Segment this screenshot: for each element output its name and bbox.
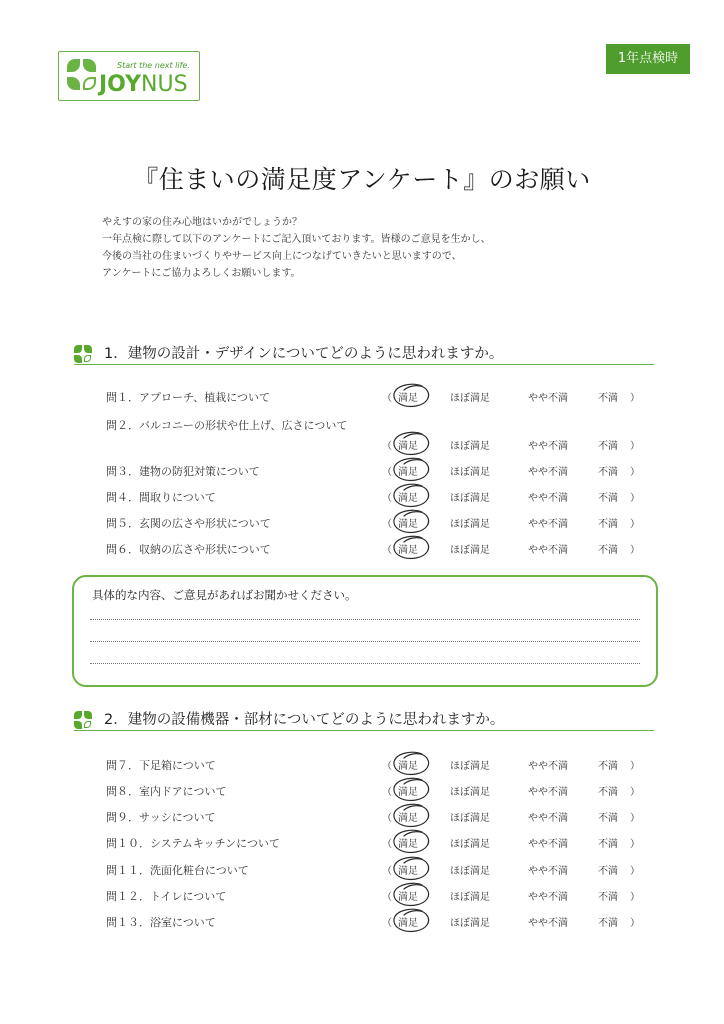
paren-open: （ — [382, 441, 392, 452]
rating-option[interactable]: 不満 — [598, 839, 618, 850]
rating-option[interactable]: ほぼ満足 — [450, 866, 490, 877]
rating-option[interactable]: 満足 — [398, 545, 418, 556]
section-1-heading — [74, 342, 654, 365]
rating-option[interactable]: ほぼ満足 — [450, 519, 490, 530]
logo-wordmark: JOYNUS — [99, 72, 188, 97]
rating-option[interactable]: やや不満 — [528, 761, 568, 772]
rating-option[interactable]: 不満 — [598, 467, 618, 478]
rating-option[interactable]: やや不満 — [528, 441, 568, 452]
rating-option[interactable]: ほぼ満足 — [450, 393, 490, 404]
selection-circle — [386, 827, 438, 857]
rating-option[interactable]: やや不満 — [528, 839, 568, 850]
rating-option[interactable]: 不満 — [598, 441, 618, 452]
rating-option[interactable]: 満足 — [398, 892, 418, 903]
selection-circle — [386, 533, 438, 563]
rating-option[interactable]: 不満 — [598, 892, 618, 903]
rating-option[interactable]: ほぼ満足 — [450, 918, 490, 929]
rating-option[interactable]: やや不満 — [528, 545, 568, 556]
leaf-icon — [67, 59, 80, 72]
paren-open: （ — [382, 918, 392, 929]
rating-option[interactable]: 満足 — [398, 519, 418, 530]
rating-option[interactable]: 不満 — [598, 866, 618, 877]
rating-option[interactable]: 満足 — [398, 393, 418, 404]
rating-option[interactable]: ほぼ満足 — [450, 813, 490, 824]
rating-option[interactable]: ほぼ満足 — [450, 892, 490, 903]
rating-option[interactable]: 満足 — [398, 467, 418, 478]
question-label: 問１０．システムキッチンについて — [106, 837, 280, 850]
rating-option[interactable]: 不満 — [598, 519, 618, 530]
section-2-title: 2．建物の設備機器・部材についてどのように思われますか。 — [104, 712, 505, 728]
question-label: 問４．間取りについて — [106, 491, 216, 504]
paren-open: （ — [382, 393, 392, 404]
rating-option[interactable]: ほぼ満足 — [450, 441, 490, 452]
rating-option[interactable]: ほぼ満足 — [450, 787, 490, 798]
rating-option[interactable]: ほぼ満足 — [450, 761, 490, 772]
paren-close: ） — [630, 761, 640, 772]
paren-open: （ — [382, 813, 392, 824]
rating-option[interactable]: やや不満 — [528, 787, 568, 798]
page-title: 『住まいの満足度アンケート』のお願い — [133, 165, 591, 194]
paren-close: ） — [630, 393, 640, 404]
paren-close: ） — [630, 813, 640, 824]
leaf-icon — [67, 77, 80, 90]
paren-close: ） — [630, 545, 640, 556]
paren-close: ） — [630, 441, 640, 452]
comment-box[interactable] — [72, 575, 658, 687]
question-label: 問８．室内ドアについて — [106, 785, 227, 798]
paren-open: （ — [382, 545, 392, 556]
question-label: 問１１．洗面化粧台について — [106, 864, 249, 877]
paren-close: ） — [630, 839, 640, 850]
rating-option[interactable]: やや不満 — [528, 866, 568, 877]
logo-tagline: Start the next life. — [117, 61, 190, 70]
question-label: 問６．収納の広さや形状について — [106, 543, 271, 556]
comment-line — [90, 641, 640, 642]
rating-option[interactable]: 満足 — [398, 839, 418, 850]
paren-close: ） — [630, 493, 640, 504]
paren-open: （ — [382, 493, 392, 504]
paren-open: （ — [382, 866, 392, 877]
rating-option[interactable]: やや不満 — [528, 467, 568, 478]
comment-line — [90, 663, 640, 664]
rating-option[interactable]: 不満 — [598, 493, 618, 504]
question-label: 問９．サッシについて — [106, 811, 216, 824]
section-2-heading — [74, 708, 654, 731]
paren-close: ） — [630, 467, 640, 478]
rating-option[interactable]: 満足 — [398, 787, 418, 798]
rating-option[interactable]: 不満 — [598, 393, 618, 404]
rating-option[interactable]: 満足 — [398, 441, 418, 452]
question-label: 問２．バルコニーの形状や仕上げ、広さについて — [106, 419, 348, 432]
rating-option[interactable]: やや不満 — [528, 892, 568, 903]
comment-label: 具体的な内容、ご意見があればお聞かせください。 — [92, 588, 357, 602]
paren-close: ） — [630, 519, 640, 530]
question-label: 問１．アプローチ、植栽について — [106, 391, 271, 404]
rating-option[interactable]: 満足 — [398, 866, 418, 877]
rating-option[interactable]: やや不満 — [528, 493, 568, 504]
rating-option[interactable]: やや不満 — [528, 813, 568, 824]
rating-option[interactable]: 満足 — [398, 761, 418, 772]
paren-open: （ — [382, 892, 392, 903]
question-label: 問１３．浴室について — [106, 916, 216, 929]
rating-option[interactable]: 不満 — [598, 761, 618, 772]
comment-line — [90, 619, 640, 620]
rating-option[interactable]: ほぼ満足 — [450, 493, 490, 504]
section-1-title: 1．建物の設計・デザインについてどのように思われますか。 — [104, 346, 504, 362]
paren-open: （ — [382, 467, 392, 478]
rating-option[interactable]: やや不満 — [528, 918, 568, 929]
paren-open: （ — [382, 519, 392, 530]
question-label: 問７．下足箱について — [106, 759, 216, 772]
rating-option[interactable]: やや不満 — [528, 393, 568, 404]
rating-option[interactable]: ほぼ満足 — [450, 467, 490, 478]
section-bullet-icon — [74, 345, 94, 365]
rating-option[interactable]: 満足 — [398, 813, 418, 824]
question-label: 問３．建物の防犯対策について — [106, 465, 260, 478]
leaf-icon — [83, 77, 96, 90]
question-label: 問１２．トイレについて — [106, 890, 227, 903]
rating-option[interactable]: ほぼ満足 — [450, 839, 490, 850]
paren-open: （ — [382, 839, 392, 850]
paren-close: ） — [630, 787, 640, 798]
rating-option[interactable]: 満足 — [398, 493, 418, 504]
inspection-badge: 1年点検時 — [606, 44, 690, 74]
paren-close: ） — [630, 866, 640, 877]
rating-option[interactable]: 不満 — [598, 545, 618, 556]
rating-option[interactable]: 不満 — [598, 918, 618, 929]
paren-open: （ — [382, 761, 392, 772]
selection-circle — [386, 906, 438, 936]
selection-circle — [386, 381, 438, 411]
rating-option[interactable]: やや不満 — [528, 519, 568, 530]
intro-text: やえすの家の住み心地はいかがでしょうか？ 一年点検に際して以下のアンケートにご記入頂いております。皆様のご意見を生かし、 今後の当社の住まいづくりやサービス向上につなげていきたいと思いますので、 アンケートにご協力よろしくお願いします。 — [102, 217, 491, 279]
company-logo — [58, 51, 200, 101]
leaf-icon — [83, 59, 96, 72]
paren-open: （ — [382, 787, 392, 798]
rating-option[interactable]: 不満 — [598, 787, 618, 798]
rating-option[interactable]: 不満 — [598, 813, 618, 824]
paren-close: ） — [630, 918, 640, 929]
section-bullet-icon — [74, 711, 94, 731]
question-label: 問５．玄関の広さや形状について — [106, 517, 271, 530]
paren-close: ） — [630, 892, 640, 903]
rating-option[interactable]: 満足 — [398, 918, 418, 929]
rating-option[interactable]: ほぼ満足 — [450, 545, 490, 556]
